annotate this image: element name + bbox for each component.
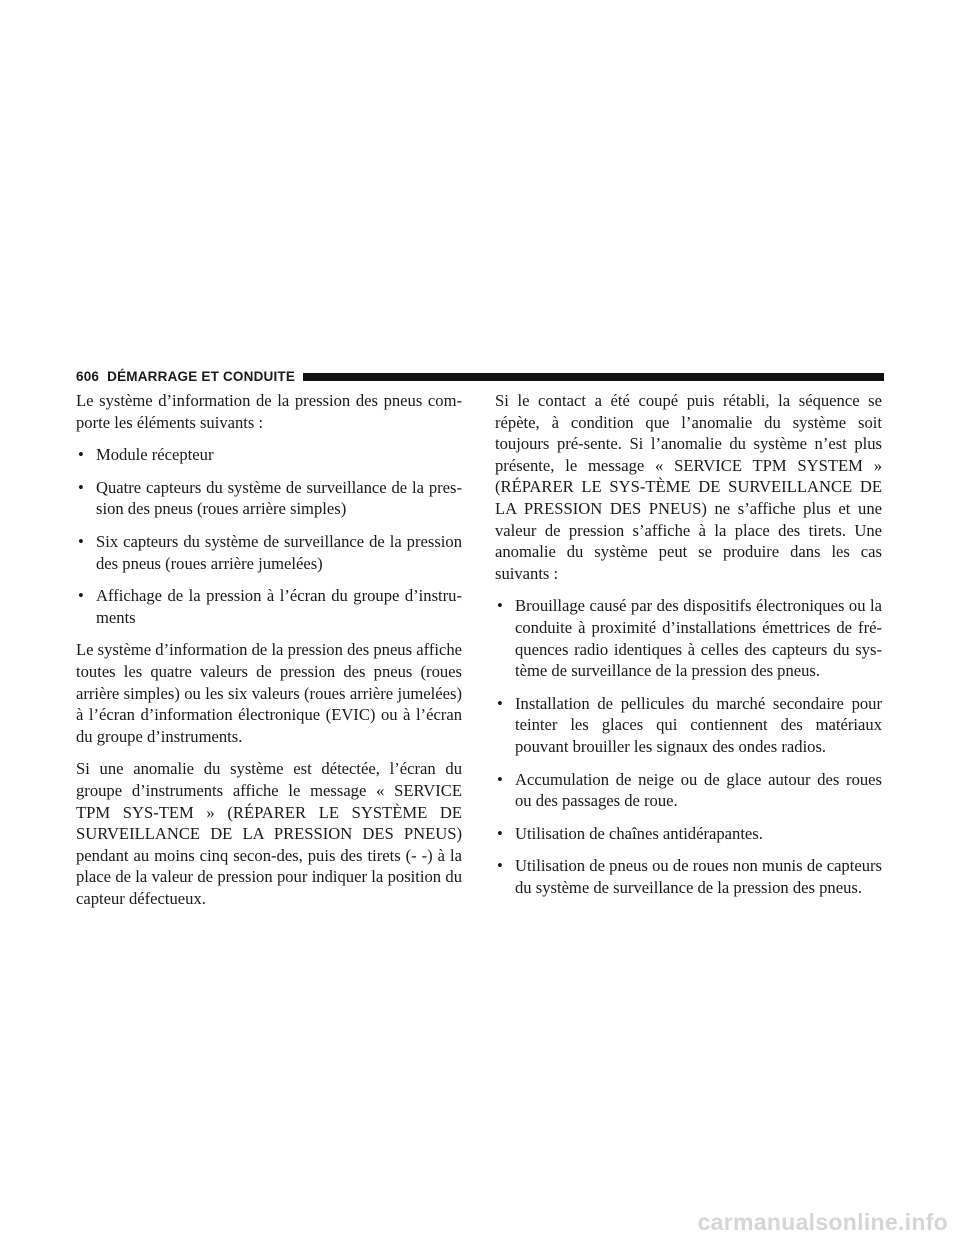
bullet-icon: • — [497, 769, 503, 789]
left-column — [76, 390, 462, 920]
list-item-text: Installation de pellicules du marché secondaire pour teinter les glaces qui contiennent des matériaux pouvant brouiller les signaux des ondes radios. — [515, 693, 882, 756]
components-list — [76, 444, 462, 628]
page-header — [76, 366, 884, 386]
list-item — [76, 531, 462, 574]
bullet-icon: • — [78, 531, 84, 551]
bullet-icon: • — [78, 445, 84, 465]
left-paragraph-display: Le système d’information de la pression des pneus affiche toutes les quatre valeurs de pression des pneus (roues arrière simples) ou les six valeurs (roues arrière jumelées) à l’écran d’information électronique (EVIC) ou à l’écran du groupe d’instruments. — [76, 640, 462, 746]
bullet-icon: • — [497, 596, 503, 616]
left-paragraph-fault: Si une anomalie du système est détectée, l’écran du groupe d’instruments affiche le message « SERVICE TPM SYS-TEM » (RÉPARER LE SYSTÈME DE SURVEILLANCE DE LA PRESSION DES PNEUS) pendant au moins cinq secon-des, puis des tirets (- -) à la place de la valeur de pression pour indiquer la position du capteur défectueux. — [76, 759, 462, 908]
list-item — [76, 444, 462, 466]
watermark: carmanualsonline.info — [697, 1209, 948, 1235]
list-item-text: Accumulation de neige ou de glace autour des roues ou des passages de roue. — [515, 769, 882, 811]
list-item — [76, 477, 462, 520]
bullet-icon: • — [78, 586, 84, 606]
section-title: DÉMARRAGE ET CONDUITE — [107, 368, 296, 384]
list-item-text: Quatre capteurs du système de surveillance de la pres-sion des pneus (roues arrière simples) — [96, 477, 462, 519]
list-item-text: Brouillage causé par des dispositifs électroniques ou la conduite à proximité d’installations émettrices de fré-quences radio identiques à celles des capteurs du sys-tème de surveillance de la pression des pneus. — [515, 596, 882, 681]
bullet-icon: • — [78, 477, 84, 497]
list-item — [495, 855, 882, 898]
left-intro-paragraph: Le système d’information de la pression des pneus com-porte les éléments suivants : — [76, 391, 462, 432]
fault-causes-list — [495, 595, 882, 898]
bullet-icon: • — [497, 856, 503, 876]
list-item — [495, 595, 882, 681]
list-item — [76, 585, 462, 628]
list-item-text: Utilisation de pneus ou de roues non munis de capteurs du système de surveillance de la pression des pneus. — [515, 856, 882, 897]
list-item — [495, 693, 882, 758]
right-paragraph-sequence: Si le contact a été coupé puis rétabli, la séquence se répète, à condition que l’anomalie du système soit toujours pré-sente. Si l’anomalie du système n’est plus présente, le message « SERVICE TPM SYSTEM » (RÉPARER LE SYS-TÈME DE SURVEILLANCE DE LA PRESSION DES PNEUS) ne s’affiche plus et une valeur de pression s’affiche à la place des tirets. Une anomalie du système peut se produire dans les cas suivants : — [495, 391, 882, 583]
right-column — [495, 390, 882, 909]
list-item — [495, 823, 882, 845]
bullet-icon: • — [497, 823, 503, 843]
list-item-text: Module récepteur — [96, 445, 214, 465]
page-number: 606 — [76, 368, 100, 384]
list-item-text: Utilisation de chaînes antidérapantes. — [515, 823, 763, 843]
list-item-text: Affichage de la pression à l’écran du groupe d’instru-ments — [96, 586, 462, 627]
bullet-icon: • — [497, 693, 503, 713]
header-rule — [303, 373, 884, 381]
list-item-text: Six capteurs du système de surveillance de la pression des pneus (roues arrière jumelées) — [96, 531, 462, 573]
list-item — [495, 769, 882, 812]
